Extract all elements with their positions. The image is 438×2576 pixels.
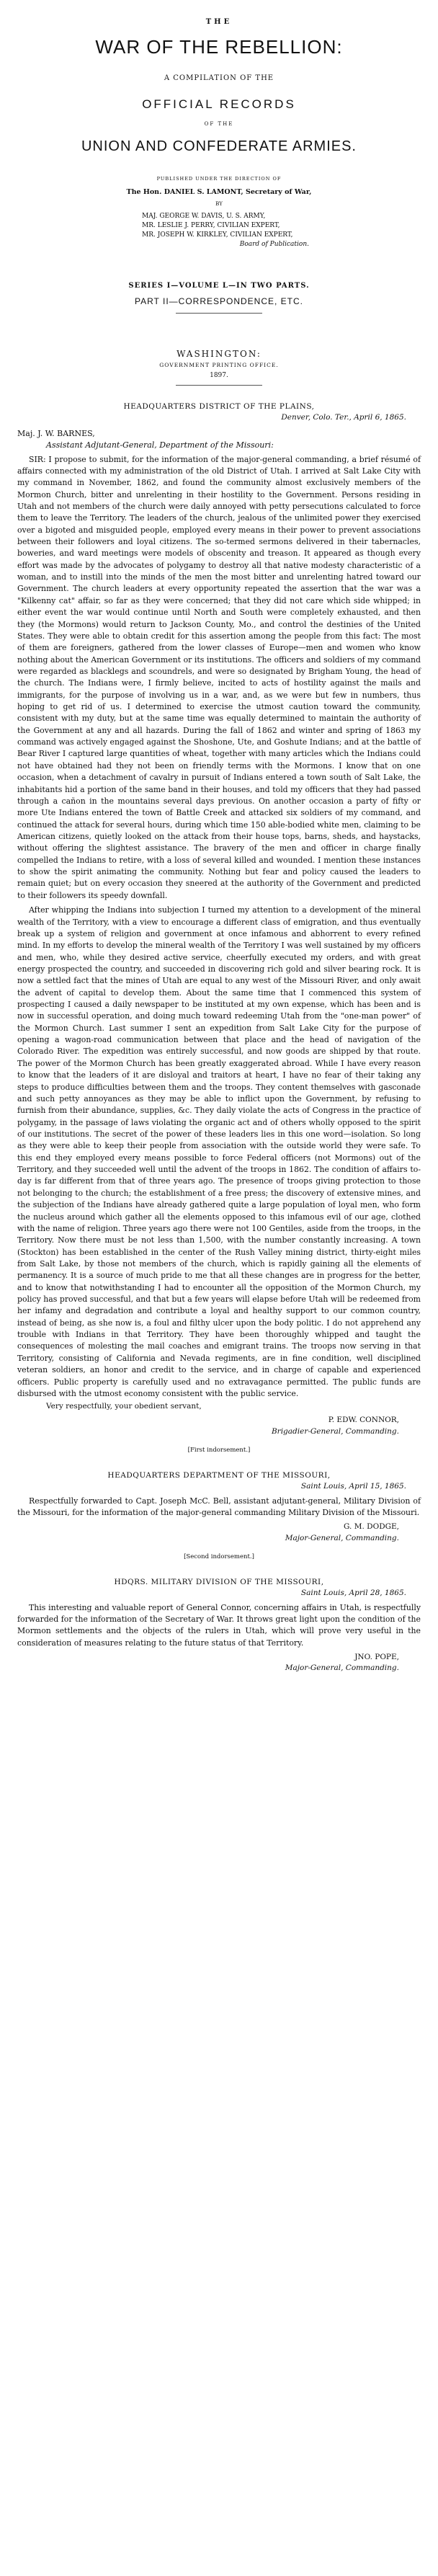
first-endorsement-text: Respectfully forwarded to Capt. Joseph McC. Bell, assistant adjutant-general, Military Division of the Missouri, for the information of the major-general commanding Military Division of the Missouri. — [17, 1496, 421, 1518]
board-member: MR. LESLIE J. PERRY, CIVILIAN EXPERT, — [142, 221, 280, 229]
letter-addressee-title: Assistant Adjutant-General, Department of the Missouri: — [46, 440, 274, 450]
compilation-line: A COMPILATION OF THE — [164, 74, 274, 83]
letter-closing: Very respectfully, your obedient servant, — [46, 1402, 202, 1411]
first-endorsement-signature-title: Major-General, Commanding. — [285, 1533, 399, 1542]
board-member: MAJ. GEORGE W. DAVIS, U. S. ARMY, — [142, 212, 266, 220]
document-page — [17, 0, 421, 1717]
main-title: WAR OF THE REBELLION: — [95, 35, 343, 58]
union-confederate-title: UNION AND CONFEDERATE ARMIES. — [81, 138, 357, 155]
letter-header: HEADQUARTERS DISTRICT OF THE PLAINS, — [123, 402, 315, 412]
board-of-publication — [129, 212, 309, 249]
year-line: 1897. — [210, 372, 228, 380]
first-endorsement-signature: G. M. DODGE, — [344, 1522, 399, 1532]
second-endorsement-signature-block — [17, 1652, 421, 1674]
title-the: THE — [205, 18, 233, 26]
divider — [176, 313, 262, 314]
first-endorsement-signature-block — [17, 1522, 421, 1543]
published-under-line: PUBLISHED UNDER THE DIRECTION OF — [156, 176, 282, 182]
letter-addressee: Maj. J. W. BARNES, — [17, 428, 95, 438]
of-the-line: OF THE — [204, 121, 234, 128]
first-endorsement-header: HEADQUARTERS DEPARTMENT OF THE MISSOURI, — [107, 1471, 331, 1480]
part-line: PART II—CORRESPONDENCE, ETC. — [134, 296, 304, 307]
board-member: MR. JOSEPH W. KIRKLEY, CIVILIAN EXPERT, — [142, 231, 293, 239]
second-endorsement-place: Saint Louis, April 28, 1865. — [300, 1589, 406, 1598]
second-endorsement-label: [Second indorsement.] — [184, 1553, 254, 1560]
letter-signature: P. EDW. CONNOR, — [328, 1416, 399, 1425]
by-line: BY — [215, 200, 223, 207]
series-line: SERIES I—VOLUME L—IN TWO PARTS. — [128, 281, 310, 290]
secretary-line: The Hon. DANIEL S. LAMONT, Secretary of War, — [126, 187, 312, 196]
second-endorsement-header: HDQRS. MILITARY DIVISION OF THE MISSOURI, — [114, 1578, 324, 1587]
second-endorsement-signature-title: Major-General, Commanding. — [285, 1664, 399, 1673]
letter-place-date: Denver, Colo. Ter., April 6, 1865. — [281, 413, 406, 422]
first-endorsement-label: [First indorsement.] — [187, 1446, 251, 1454]
printing-office-line: GOVERNMENT PRINTING OFFICE. — [159, 362, 279, 369]
letter-paragraph: SIR: I propose to submit, for the information of the major-general commanding, a brief résumé of affairs connected with my administration of the old District of Utah. I arrived at Salt Lake City with my command in November, 1862, and found the community almost exclusively members of the Mormon Church, bitter and unrelenting in their hostility to the Government. Persons residing in Utah and not members of the church were daily annoyed with petty persecutions calculated to force them to leave the Territory. The leaders of the church, jealous of the unlimited power they exercised over a bigoted and misguided people, employed every means in their power to prevent associations between their followers and loyal citizens. The so-termed sermons delivered in their tabernacles, boweries, and ward meetings were models of obscenity and treason. It appeared as though every effort was made by the advocates of polygamy to destroy all that native modesty characteristic of a woman, and to instill into the minds of the men the most bitter and unrelenting hatred toward our Government. The church leaders at every opportunity repeated the assertion that the war was a "Kilkenny cat" affair, so far as they were concerned; that they did not care which side whipped; in either event the war would continue until North and South were completely exhausted, and then they (the Mormons) would return to Jackson County, Mo., and control the destinies of the United States. They were able to obtain credit for this assertion among the people from this fact: The most of them are foreigners, gathered from the lower classes of Europe—men and women who know nothing about the American Government or its institutions. The officers and soldiers of my command were regarded as blacklegs and scoundrels, and were so designated by Brigham Young, the head of the church. The Indians were, I firmly believe, incited to acts of hostility against the mails and immigrants, for the purpose of involving us in a war, and, as we were but few in numbers, thus hoping to get rid of us. I determined to exercise the utmost caution toward the community, consistent with my duty, but at the same time was equally determined to maintain the authority of the Government at any and all hazards. During the fall of 1862 and winter and spring of 1863 my command was actively engaged against the Shoshone, Ute, and Goshute Indians; and at the battle of Bear River I captured large quantities of wheat, together with many articles which the Indians could not have obtained had they not been on friendly terms with the Mormons. I know that on one occasion, when a detachment of cavalry in pursuit of Indians entered a town south of Salt Lake, the inhabitants hid a portion of the same band in their houses, and told my officers that they had passed through a cañon in the mountains several days previous. On another occasion a party of fifty or more Ute Indians entered the town of Battle Creek and attacked six soldiers of my command, and continued the attack for several hours, during which time 150 able-bodied white men, claiming to be American citizens, quietly looked on the attack from their house tops, barns, sheds, and haystacks, without offering the slightest assistance. The bravery of the men and officer in charge finally compelled the Indians to retire, with a loss of several killed and wounded. I mention these instances to show the spirit animating the community. Nothing but fear and policy caused the leaders to remain quiet; but on every occasion they sneered at the authority of the Government and predicted to their followers its speedy downfall. — [17, 454, 421, 900]
board-role: Board of Publication. — [239, 240, 309, 248]
official-records-title: OFFICIAL RECORDS — [142, 97, 296, 111]
first-endorsement-place: Saint Louis, April 15, 1865. — [300, 1482, 406, 1491]
letter-signature-title: Brigadier-General, Commanding. — [271, 1426, 399, 1436]
washington-line: WASHINGTON: — [176, 348, 262, 359]
divider — [176, 385, 262, 386]
letter-signature-block — [17, 1415, 421, 1436]
second-endorsement-text: This interesting and valuable report of General Connor, concerning affairs in Utah, is respectfully forwarded for the information of the Secretary of War. It throws great light upon the condition of the Mormon settlements and the objects of the rulers in Utah, which will prove very useful in the consideration of measures relating to the future status of that Territory. — [17, 1602, 421, 1648]
letter-paragraph: After whipping the Indians into subjection I turned my attention to a development of the mineral wealth of the Territory, with a view to encourage a different class of emigration, and thus eventually break up a system of religion and government at once infamous and abhorrent to every refined mind. In my efforts to develop the mineral wealth of the Territory I was well sustained by my officers and men, who, while they desired active service, cheerfully executed my orders, and with great energy prospected the country, and succeeded in discovering rich gold and silver bearing rock. It is now a settled fact that the mines of Utah are equal to any west of the Missouri River, and only await the advent of capital to develop them. About the same time that I commenced this system of prospecting I caused a daily newspaper to be instituted at my own expense, which has been and is now in successful operation, and doing much toward redeeming Utah from the "one-man power" of the Mormon Church. Last summer I sent an expedition from Salt Lake City for the purpose of opening a wagon-road communication between that place and the head of navigation of the Colorado River. The expedition was entirely successful, and now goods are shipped by that route. The power of the Mormon Church has been greatly exaggerated abroad. While I have every reason to know that the leaders of it are disloyal and traitors at heart, I have no fear of their taking any steps to produce difficulties between them and the troops. They content themselves with gasconade and such petty annoyances as they may be able to inflict upon the Government, by refusing to furnish from their abundance, supplies, &c. They daily violate the acts of Congress in the practice of polygamy, in the passage of laws violating the organic act and of others wholly opposed to the spirit of our institutions. The secret of the power of these leaders lies in this one word—isolation. So long as they were able to keep their people from association with the outside world they were safe. To this end they employed every means possible to force Federal officers (not Mormons) out of the Territory, and they succeeded well until the advent of the troops in 1862. The condition of affairs to-day is far different from that of three years ago. The presence of troops giving protection to those not belonging to the church; the establishment of a free press; the discovery of extensive mines, and the subjection of the Indians have already gathered quite a large population of loyal men, who form the nucleus around which gather all the elements opposed to this infamous evil of our age, clothed with the name of religion. Three years ago there were not 100 Gentiles, aside from the troops, in the Territory. Now there must be not less than 1,500, with the number constantly increasing. A town (Stockton) has been established in the center of the Rush Valley mining district, thirty-eight miles from Salt Lake, by those not members of the church, which is rapidly gaining all the elements of permanency. It is a source of much pride to me that all these changes are in progress for the better, and to know that notwithstanding I had to encounter all the opposition of the Mormon Church, my policy has proved successful, and that but a few years will elapse before Utah will be redeemed from her infamy and degradation and contribute a loyal and healthy support to our common country, instead of being, as she now is, a foul and filthy ulcer upon the body politic. I do not apprehend any trouble with Indians in that Territory. They have been thoroughly whipped and taught the consequences of molesting the mail coaches and emigrant trains. The troops now serving in that Territory, consisting of California and Nevada regiments, are in fine condition, well disciplined veteran soldiers, an honor and credit to the service, and in charge of capable and experienced officers. Public property is carefully used and no extravagance permitted. The public funds are disbursed with the utmost economy consistent with the public service. — [17, 905, 421, 1398]
second-endorsement-signature: JNO. POPE, — [354, 1653, 399, 1661]
